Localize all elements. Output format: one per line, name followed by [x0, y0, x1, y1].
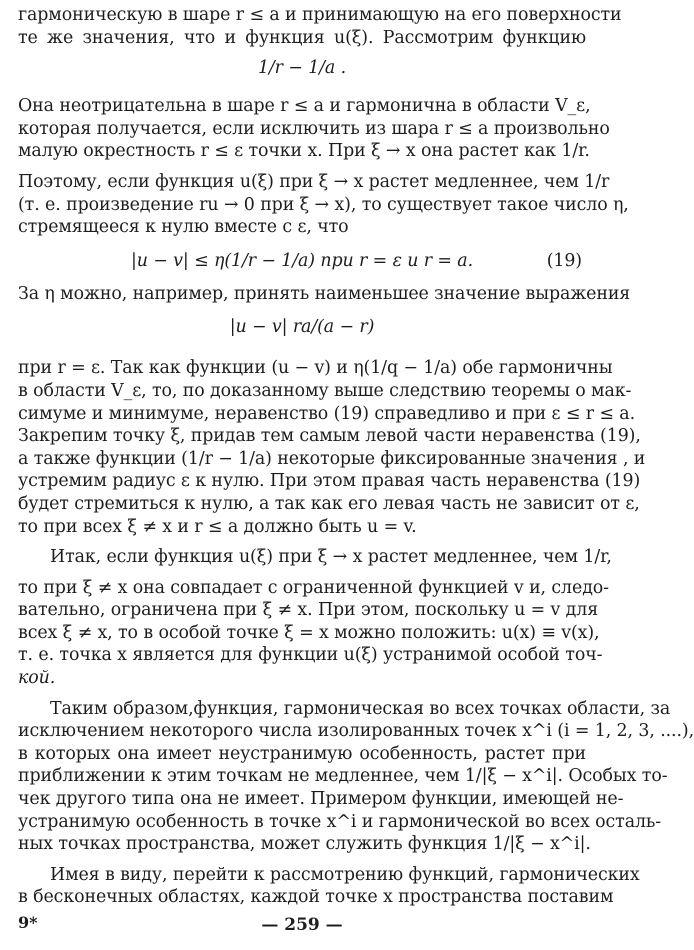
text-line: гармоническую в шаре r ≤ a и принимающую на его поверхности	[18, 5, 622, 25]
text-line: при r = ε. Так как функции (u − v) и η(1/q − 1/a) обе гармоничны	[18, 358, 613, 379]
text-line: ных точках пространства, может служить функция 1/|ξ − x^i|.	[18, 834, 591, 855]
formula-difference	[18, 49, 586, 87]
text-line: которая получается, если исключить из шара r ≤ a произвольно	[18, 118, 610, 139]
text-line: в бесконечных областях, каждой точке x пространства поставим	[18, 887, 614, 908]
text-line: Поэтому, если функция u(ξ) при ξ → x растет медленнее, чем 1/r	[18, 171, 610, 192]
text-line: всех ξ ≠ x, то в особой точке ξ = x можно положить: u(x) ≡ v(x),	[18, 622, 600, 643]
text-line: т. е. точка x является для функции u(ξ) устранимой особой точ-	[18, 645, 603, 666]
text-line: исключением некоторого числа изолированных точек x^i (i = 1, 2, 3, ....),	[18, 721, 694, 742]
text-line: Закрепим точку ξ, придав тем самым левой части неравенства (19),	[18, 426, 641, 447]
text-line: в которых она имеет неустранимую особенность, растет при	[18, 743, 586, 764]
page-text	[18, 4, 694, 909]
text-line: вательно, ограничена при ξ ≠ x. При этом, поскольку u = v для	[18, 600, 599, 621]
text-line: (т. е. произведение ru → 0 при ξ → x), то существует такое число η,	[18, 194, 629, 215]
formula-text: |u − v| ≤ η(1/r − 1/a) при r = ε и r = a.	[131, 250, 473, 271]
formula-text: 1/r − 1/a .	[257, 58, 347, 79]
text-line: в области V_ε, то, по доказанному выше следствию теоремы о мак-	[18, 380, 632, 401]
formula-expression	[18, 305, 586, 349]
text-line: а также функции (1/r − 1/a) некоторые фиксированные значения , и	[18, 448, 646, 469]
text-line: то при всех ξ ≠ x и r ≤ a должно быть u = v.	[18, 516, 417, 537]
equation-number: (19)	[546, 250, 582, 271]
text-line: то при ξ ≠ x она совпадает с ограниченной функцией v и, следо-	[18, 577, 609, 598]
text-line: Итак, если функция u(ξ) при ξ → x растет медленнее, чем 1/r,	[50, 547, 612, 568]
text-line: малую окрестность r ≤ ε точки x. При ξ → x она растет как 1/r.	[18, 141, 590, 162]
text-line: устранимую особенность в точке x^i и гармонической во всех осталь-	[18, 811, 662, 832]
text-line: кой.	[18, 668, 56, 689]
text-line: стремящееся к нулю вместе с ε, что	[18, 217, 349, 238]
text-line: приближении к этим точкам не медленнее, чем 1/|ξ − x^i|. Особых то-	[18, 766, 668, 787]
signature-mark: 9*	[18, 913, 38, 932]
text-line: устремим радиус ε к нулю. При этом правая часть неравенства (19)	[18, 471, 641, 492]
text-line: те же значения, что и функция u(ξ). Рассмотрим функцию	[18, 27, 586, 48]
formula-text: |u − v| ra/(a − r)	[229, 317, 375, 338]
text-line: симуме и минимуме, неравенство (19) справедливо и при ε ≤ r ≤ a.	[18, 403, 636, 424]
text-line: За η можно, например, принять наименьшее значение выражения	[18, 283, 631, 304]
page-number: — 259 —	[261, 915, 343, 935]
text-line: Она неотрицательна в шаре r ≤ a и гармонична в области V_ε,	[18, 96, 591, 117]
text-line: Таким образом,функция, гармоническая во всех точках области, за	[50, 698, 671, 719]
formula-inequality-19	[18, 239, 586, 283]
text-line: чек другого типа она не имеет. Примером функции, имеющей не-	[18, 789, 624, 810]
page-footer	[18, 913, 586, 939]
text-line: Имея в виду, перейти к рассмотрению функций, гармонических	[50, 864, 640, 885]
text-line: будет стремиться к нулю, а так как его левая часть не зависит от ε,	[18, 493, 640, 514]
